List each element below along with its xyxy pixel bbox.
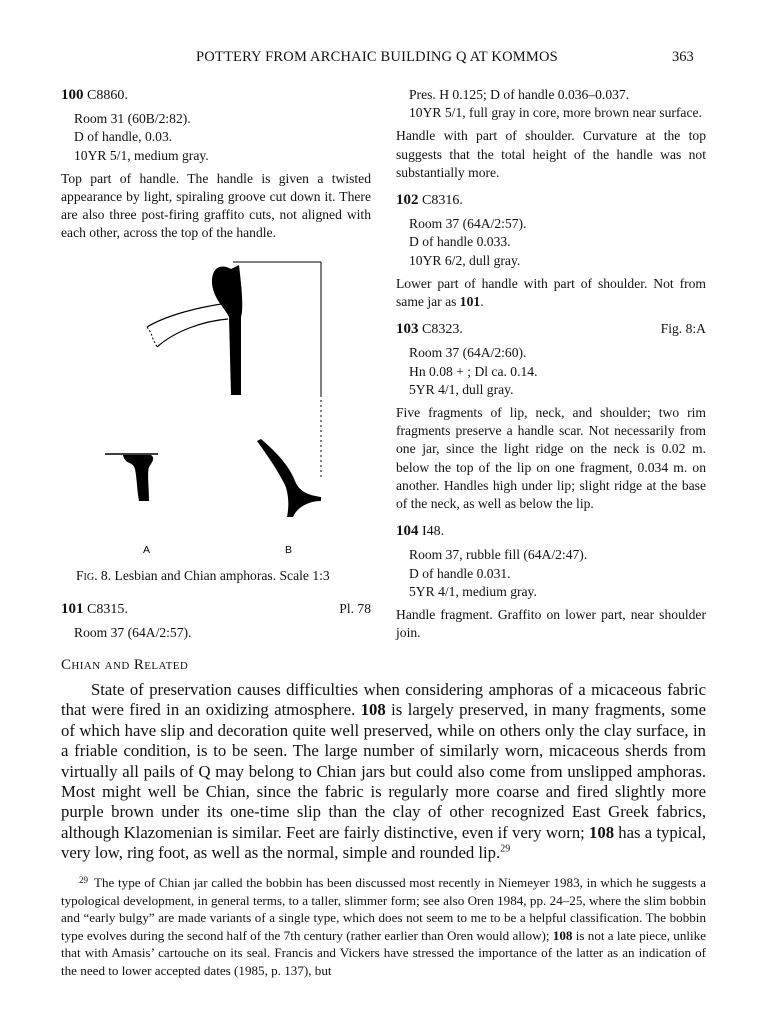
entry-100 bbox=[61, 86, 371, 243]
entry-100-description: Top part of handle. The handle is given a twisted appearance by light, spiraling groove cut down it. There are also three post-firing graffito cuts, not aligned with each other, across the top of the handle. bbox=[61, 170, 371, 241]
entry-103-figure-ref: Fig. 8:A bbox=[660, 321, 706, 337]
amphora-a-profile bbox=[147, 265, 242, 395]
entry-101-findspot: Room 37 (64A/2:57). bbox=[74, 625, 192, 641]
entry-103-heading: 103 C8323. bbox=[396, 321, 463, 338]
running-header-title: POTTERY FROM ARCHAIC BUILDING Q AT KOMMOS bbox=[196, 49, 558, 65]
entry-100-dimension: D of handle, 0.03. bbox=[74, 129, 173, 145]
entry-103-findspot: Room 37 (64A/2:60). bbox=[409, 345, 527, 361]
entry-101-heading: 101 C8315. bbox=[61, 601, 128, 617]
page-number: 363 bbox=[672, 49, 694, 65]
footnote-number: 29 bbox=[79, 875, 88, 885]
section-heading: Chian and Related bbox=[61, 657, 189, 673]
entry-100-color: 10YR 5/1, medium gray. bbox=[74, 147, 209, 163]
entry-103-description: Five fragments of lip, neck, and shoulder; two rim fragments preserve a handle scar. Not necessarily from one jar, since the light ridge on the neck is 0.02 m. below the top of the lip on one fragment, 0.034 m. on another. Handles high under lip; slight ridge at the base of the neck, as well as below the lip. bbox=[396, 405, 706, 512]
amphora-a-lip-section bbox=[212, 265, 242, 395]
entry-104-findspot: Room 37, rubble fill (64A/2:47). bbox=[409, 547, 588, 563]
entry-101-dimensions: Pres. H 0.125; D of handle 0.036–0.037. bbox=[409, 87, 630, 102]
entry-100-heading: 100 C8860. bbox=[61, 87, 128, 103]
entry-104-description: Handle fragment. Graffito on lower part, near shoulder join. bbox=[396, 607, 706, 641]
amphora-b-foot-profile bbox=[257, 439, 321, 517]
amphora-a-handle bbox=[147, 303, 228, 347]
entry-104-dimension: D of handle 0.031. bbox=[409, 565, 511, 581]
entry-102-description: Lower part of handle with part of shoulder. Not from same jar as 101. bbox=[396, 275, 706, 310]
section-body-paragraph: State of preservation causes difficulties when considering amphoras of a micaceous fabric that were fired in an oxidizing atmosphere. 108 is largely preserved, in many fragments, some of which have slip and decoration quite well preserved, while on others only the clay surface, in a friable condition, is to be seen. The large number of similarly worn, micaceous sherds from virtually all pails of Q may belong to Chian jars but could also come from unslipped amphoras. Most might well be Chian, since the fabric is regularly more coarse and fired slightly more purple brown under its one-time slip than the clay of other recognized East Greek fabrics, although Klazomenian is similar. Feet are fairly distinctive, even if very worn; 108 has a typical, very low, ring foot, as well as the normal, simple and rounded lip.$^{29}$ bbox=[61, 680, 706, 863]
entry-101-plate-ref: Pl. 78 bbox=[339, 601, 371, 616]
entry-101-description: Handle with part of shoulder. Curvature at the top suggests that the total height of the handle was not substantially more. bbox=[396, 128, 706, 180]
entry-101-color: 10YR 5/1, full gray in core, more brown near surface. bbox=[409, 105, 702, 121]
figure-8-caption: Fig. 8. Lesbian and Chian amphoras. Scale 1:3 bbox=[76, 568, 330, 583]
amphora-a-foot-profile bbox=[105, 454, 158, 501]
entry-102-dimension: D of handle 0.033. bbox=[409, 234, 511, 250]
footnote-29: $^{29}$ The type of Chian jar called the bobbin has been discussed most recently in Niemeyer 1983, in which he suggests a typological development, in general terms, to a taller, slimmer form; see also Oren 1984, pp. 24–25, where the slim bobbin and “early bulgy” are made variants of a single type, which does not seem to me to be a helpful classification. The bobbin type evolves during the second half of the 7th century (rather earlier than Oren would allow); 108 is not a late piece, unlike that with Amasis’ cartouche on its seal. Francis and Vickers have stressed the importance of the latter as an indication of the need to lower accepted dates (1985, p. 137), but bbox=[61, 875, 706, 978]
entry-102-heading: 102 C8316. bbox=[396, 192, 463, 209]
entry-101 bbox=[61, 600, 371, 642]
entry-103-color: 5YR 4/1, dull gray. bbox=[409, 381, 514, 397]
entry-102-color: 10YR 6/2, dull gray. bbox=[409, 252, 521, 268]
entry-100-findspot: Room 31 (60B/2:82). bbox=[74, 111, 191, 127]
right-column bbox=[396, 86, 706, 642]
figure-label-a: A bbox=[143, 544, 151, 555]
entry-102-findspot: Room 37 (64A/2:57). bbox=[409, 216, 527, 232]
entry-103-dimensions: Hn 0.08 + ; Dl ca. 0.14. bbox=[409, 363, 538, 379]
footnote-marker: 29 bbox=[500, 843, 511, 855]
entry-104-color: 5YR 4/1, medium gray. bbox=[409, 583, 537, 599]
amphora-a-handle-broken-edge bbox=[147, 327, 157, 347]
figure-8-drawing bbox=[95, 255, 335, 555]
figure-label-b: B bbox=[285, 544, 293, 555]
entry-104-heading: 104 I48. bbox=[396, 523, 445, 540]
